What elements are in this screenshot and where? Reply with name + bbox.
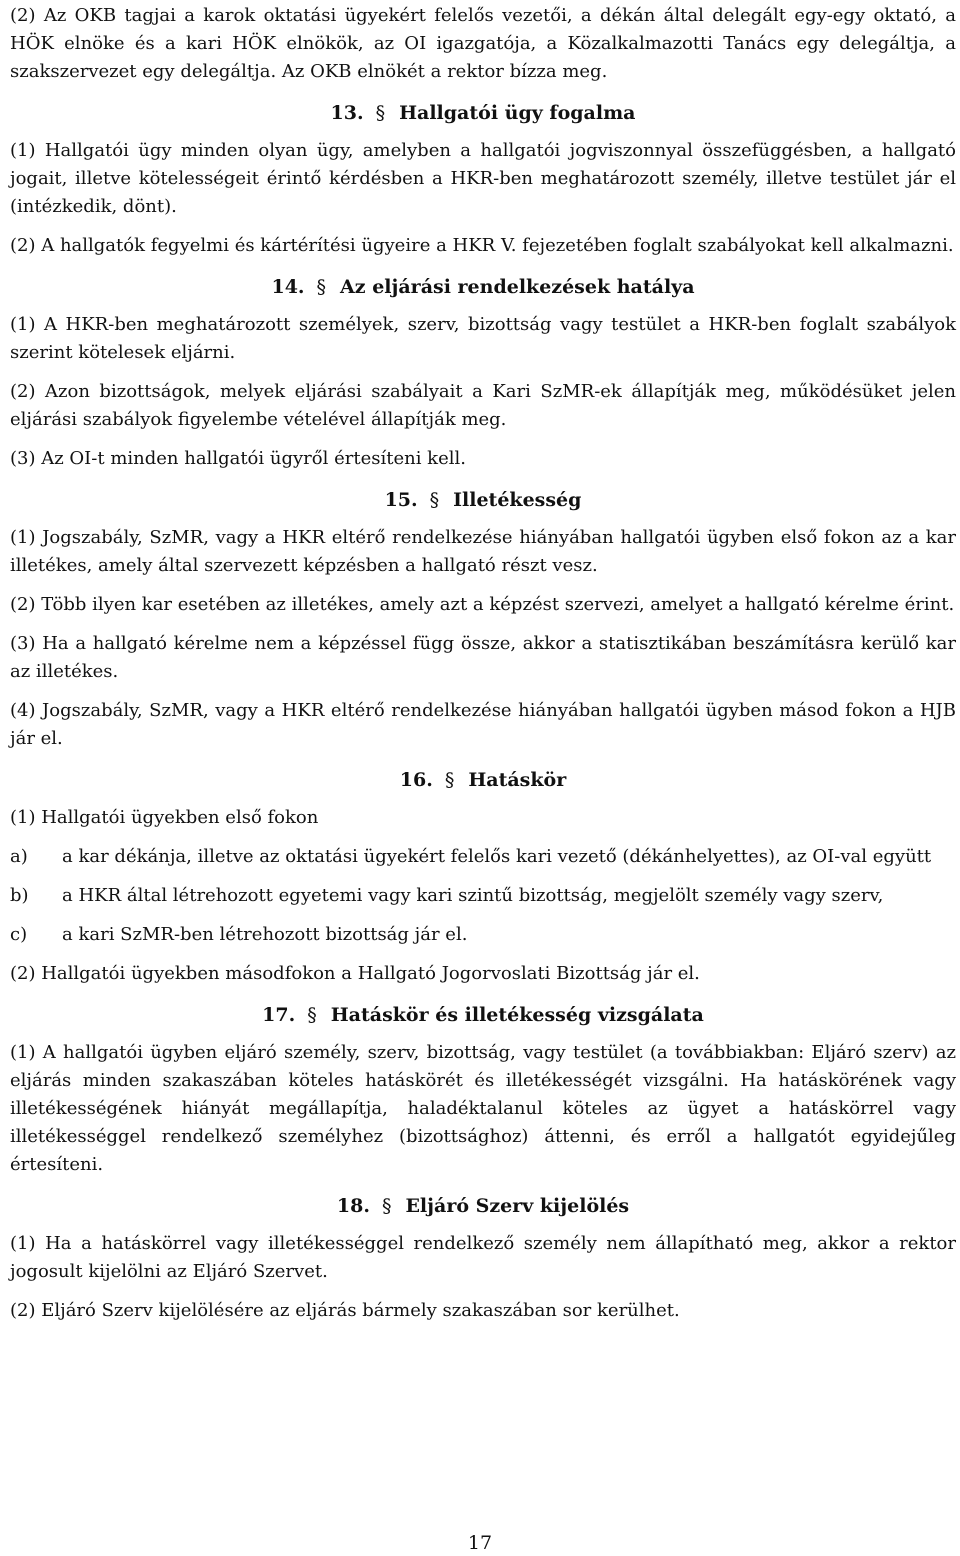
document-page (10, 0, 956, 1325)
paragraph: (1) Hallgatói ügy minden olyan ügy, amelyben a hallgatói jogviszonnyal összefüggésben, a hallgató jogait, illetve kötelességeit érintő kérdésben a HKR-ben meghatározott személy, illetve testület jár el (intézkedik, dönt). (10, 140, 956, 217)
list-item-text: a kar dékánja, illetve az oktatási ügyekért felelős kari vezető (dékánhelyettes), az OI-val együtt (62, 846, 932, 867)
section-title: Hallgatói ügy fogalma (399, 102, 636, 124)
intro-paragraph: (2) Az OKB tagjai a karok oktatási ügyekért felelős vezetői, a dékán által delegált egy-egy oktató, a HÖK elnöke és a kari HÖK elnökök, az OI igazgatója, a Közalkalmazotti Tanács egy delegáltja, a szakszervezet egy delegáltja. Az OKB elnökét a rektor bízza meg. (10, 5, 956, 82)
list-item (10, 882, 956, 910)
section-heading (10, 766, 956, 794)
section-title: Illetékesség (453, 489, 582, 511)
list-item-label: a) (10, 846, 28, 867)
paragraph: (1) A hallgatói ügyben eljáró személy, szerv, bizottság, vagy testület (a továbbiakban: Eljáró szerv) az eljárás minden szakaszában köteles hatáskörét és illetékességét vizsgálni. Ha hatáskörének vagy illetékességének hiányát megállapítja, haladéktalanul köteles az ügyet a hatáskörrel vagy illetékességgel rendelkező személyhez (bizottsághoz) áttenni, és erről a hallgatót egyidejűleg értesíteni. (10, 1042, 956, 1175)
section-number: 17. (262, 1004, 296, 1026)
section-sign: § (307, 1004, 317, 1026)
paragraph: (3) Ha a hallgató kérelme nem a képzéssel függ össze, akkor a statisztikában beszámításra kerülő kar az illetékes. (10, 633, 956, 682)
paragraph: (3) Az OI-t minden hallgatói ügyről értesíteni kell. (10, 448, 466, 469)
list-item (10, 921, 956, 949)
paragraph: (2) A hallgatók fegyelmi és kártérítési ügyeire a HKR V. fejezetében foglalt szabályokat kell alkalmazni. (10, 235, 954, 256)
section-title: Az eljárási rendelkezések hatálya (340, 276, 695, 298)
list-item (10, 843, 956, 871)
section-heading (10, 1192, 956, 1220)
list-item-text: a kari SzMR-ben létrehozott bizottság jár el. (62, 924, 468, 945)
paragraph: (2) Hallgatói ügyekben másodfokon a Hallgató Jogorvoslati Bizottság jár el. (10, 963, 700, 984)
section-number: 13. (330, 102, 364, 124)
section-heading (10, 99, 956, 127)
section-title: Eljáró Szerv kijelölés (405, 1195, 630, 1217)
section-14 (10, 273, 956, 473)
paragraph: (2) Több ilyen kar esetében az illetékes, amely azt a képzést szervezi, amelyet a hallgató kérelme érint. (10, 594, 955, 615)
paragraph: (1) A HKR-ben meghatározott személyek, szerv, bizottság vagy testület a HKR-ben foglalt szabályok szerint kötelesek eljárni. (10, 314, 956, 363)
paragraph: (2) Eljáró Szerv kijelölésére az eljárás bármely szakaszában sor kerülhet. (10, 1300, 680, 1321)
section-16 (10, 766, 956, 988)
section-13 (10, 99, 956, 260)
section-sign: § (375, 102, 386, 124)
list-item-label: b) (10, 885, 29, 906)
list-item-label: c) (10, 924, 28, 945)
section-number: 16. (399, 769, 433, 791)
section-number: 14. (271, 276, 305, 298)
list-item-text: a HKR által létrehozott egyetemi vagy kari szintű bizottság, megjelölt személy vagy szerv, (62, 885, 884, 906)
section-15 (10, 486, 956, 753)
section-heading (10, 486, 956, 514)
section-title: Hatáskör és illetékesség vizsgálata (330, 1004, 704, 1026)
section-sign: § (444, 769, 455, 791)
section-sign: § (316, 276, 327, 298)
section-title: Hatáskör (468, 769, 567, 791)
section-18 (10, 1192, 956, 1325)
section-17 (10, 1001, 956, 1179)
page-number: 17 (467, 1532, 493, 1554)
paragraph: (1) Ha a hatáskörrel vagy illetékességgel rendelkező személy nem állapítható meg, akkor a rektor jogosult kijelölni az Eljáró Szervet. (10, 1233, 956, 1282)
paragraph-lead: (1) Hallgatói ügyekben első fokon (10, 807, 319, 828)
paragraph: (2) Azon bizottságok, melyek eljárási szabályait a Kari SzMR-ek állapítják meg, működésüket jelen eljárási szabályok figyelembe vételével állapítják meg. (10, 381, 956, 430)
section-number: 15. (384, 489, 418, 511)
section-sign: § (381, 1195, 392, 1217)
section-sign: § (429, 489, 440, 511)
paragraph: (4) Jogszabály, SzMR, vagy a HKR eltérő rendelkezése hiányában hallgatói ügyben másod fokon a HJB jár el. (10, 700, 956, 749)
section-number: 18. (336, 1195, 370, 1217)
paragraph: (1) Jogszabály, SzMR, vagy a HKR eltérő rendelkezése hiányában hallgatói ügyben első fokon az a kar illetékes, amely által szervezett képzésben a hallgató részt vesz. (10, 527, 956, 576)
section-heading (10, 1001, 956, 1029)
section-heading (10, 273, 956, 301)
